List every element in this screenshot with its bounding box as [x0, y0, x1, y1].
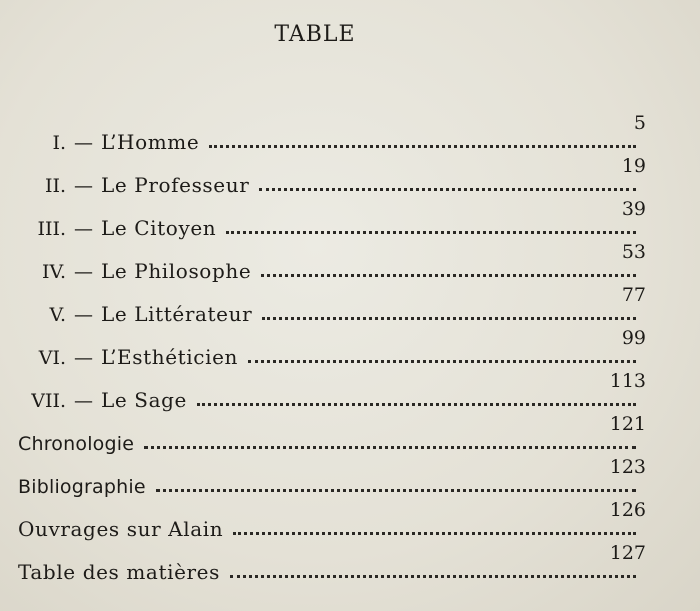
dash: — — [74, 218, 93, 240]
page-title: TABLE — [274, 22, 356, 47]
chapter-title: Le Citoyen — [101, 216, 217, 240]
chapter-title: L’Esthéticien — [101, 345, 239, 369]
dot-leader — [226, 227, 636, 234]
dash: — — [74, 175, 93, 197]
chapter-number: VII. — [31, 390, 66, 412]
chapter-number: V. — [49, 304, 66, 326]
chapter-number: II. — [44, 175, 66, 197]
chapter-number: IV. — [42, 261, 66, 283]
dot-leader — [209, 141, 636, 148]
toc-entry — [18, 327, 646, 369]
dash: — — [74, 261, 93, 283]
page-number: 99 — [621, 327, 646, 349]
chapter-title: Le Philosophe — [101, 259, 252, 283]
page-number: 77 — [621, 284, 646, 306]
toc-entry — [18, 413, 646, 455]
dot-leader — [230, 571, 636, 578]
dash: — — [74, 132, 93, 154]
chapter-number: III. — [37, 218, 66, 240]
page-number: 127 — [609, 542, 646, 564]
chapter-title: Le Professeur — [101, 173, 250, 197]
toc-entry — [18, 499, 646, 541]
toc-entry — [18, 155, 646, 197]
page-number: 121 — [609, 413, 646, 435]
dot-leader — [248, 356, 636, 363]
dot-leader — [261, 270, 636, 277]
dot-leader — [259, 184, 636, 191]
dot-leader — [197, 399, 636, 406]
page-number: 19 — [621, 155, 646, 177]
page-number: 123 — [609, 456, 646, 478]
page-number: 126 — [609, 499, 646, 521]
toc-entry — [18, 198, 646, 240]
dash: — — [74, 304, 93, 326]
section-title: Table des matières — [18, 560, 220, 584]
dot-leader — [156, 485, 636, 492]
section-title: Chronologie — [18, 433, 135, 455]
dot-leader — [233, 528, 636, 535]
page-number: 53 — [621, 241, 646, 263]
toc-entry — [18, 370, 646, 412]
chapter-title: L’Homme — [101, 130, 200, 154]
section-title: Ouvrages sur Alain — [18, 517, 224, 541]
page-number: 113 — [609, 370, 646, 392]
dash: — — [74, 390, 93, 412]
dot-leader — [262, 313, 636, 320]
toc-entry — [18, 112, 646, 154]
toc-entry — [18, 542, 646, 584]
chapter-title: Le Sage — [101, 388, 187, 412]
toc-entry — [18, 284, 646, 326]
page-number: 5 — [633, 112, 646, 134]
chapter-number: I. — [52, 132, 66, 154]
dot-leader — [144, 442, 636, 449]
chapter-title: Le Littérateur — [101, 302, 253, 326]
toc-entry — [18, 456, 646, 498]
page-number: 39 — [621, 198, 646, 220]
section-title: Bibliographie — [18, 476, 146, 498]
toc-entry — [18, 241, 646, 283]
dash: — — [74, 347, 93, 369]
chapter-number: VI. — [38, 347, 66, 369]
